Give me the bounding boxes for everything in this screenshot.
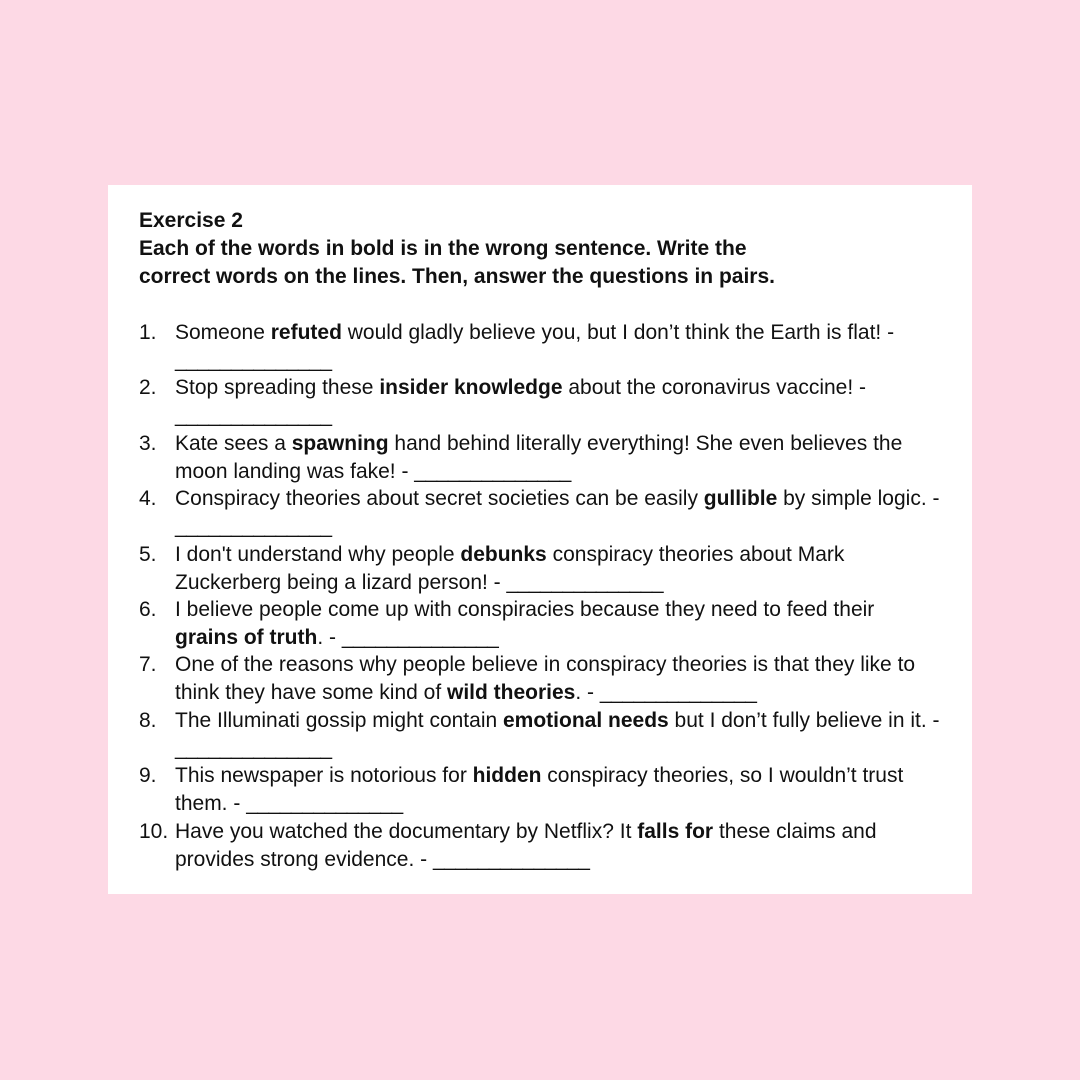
- item-text-before: This newspaper is notorious for: [175, 764, 473, 788]
- item-text-after: . -: [317, 626, 342, 650]
- instructions-line-2: correct words on the lines. Then, answer the questions in pairs.: [139, 265, 775, 288]
- item-number: 9.: [139, 764, 157, 788]
- answer-blank[interactable]: ______________: [175, 404, 332, 428]
- bold-word: insider knowledge: [379, 376, 563, 400]
- item-text-after: by simple logic. -: [777, 487, 940, 511]
- list-item: [139, 762, 942, 818]
- exercise-heading: [139, 207, 839, 291]
- item-text-before: Have you watched the documentary by Netflix? It: [175, 819, 638, 843]
- instructions-line-1: Each of the words in bold is in the wrong sentence. Write the: [139, 237, 747, 260]
- answer-blank[interactable]: ______________: [341, 626, 499, 650]
- bold-word: refuted: [270, 321, 342, 344]
- item-text-after: conspiracy theories about Mark Zuckerberg being a lizard person! -: [175, 542, 845, 594]
- list-item: [139, 319, 942, 375]
- answer-blank[interactable]: ______________: [175, 736, 332, 760]
- exercise-title: Exercise 2: [139, 209, 243, 232]
- list-item: [139, 485, 942, 541]
- item-text-before: The Illuminati gossip might contain: [175, 708, 503, 732]
- item-text-before: I don't understand why people: [175, 542, 461, 566]
- item-text-before: Someone: [175, 321, 271, 344]
- item-text-before: Kate sees a: [175, 431, 292, 455]
- item-number: 4.: [139, 487, 157, 511]
- list-item: [139, 430, 942, 486]
- item-text-before: One of the reasons why people believe in conspiracy theories is that they like to think they have some kind of: [175, 653, 916, 705]
- answer-blank[interactable]: ______________: [432, 847, 590, 871]
- answer-blank[interactable]: ______________: [246, 792, 403, 816]
- answer-blank[interactable]: ______________: [506, 570, 664, 594]
- list-item: [139, 651, 942, 707]
- item-number: 3.: [139, 431, 157, 455]
- exercise-card: [108, 185, 972, 894]
- bold-word: hidden: [472, 764, 542, 788]
- bold-word: spawning: [291, 431, 389, 455]
- answer-blank[interactable]: ______________: [175, 515, 332, 539]
- bold-word: falls for: [637, 819, 714, 843]
- bold-word: wild theories: [447, 681, 576, 705]
- item-number: 8.: [139, 708, 157, 732]
- item-number: 10.: [139, 819, 169, 843]
- exercise-list: [139, 319, 942, 874]
- answer-blank[interactable]: ______________: [599, 681, 757, 705]
- item-number: 1.: [139, 321, 157, 344]
- item-text-after: . -: [575, 681, 600, 705]
- item-number: 7.: [139, 653, 157, 677]
- bold-word: grains of truth: [175, 626, 318, 650]
- item-text-before: I believe people come up with conspiracies because they need to feed their: [175, 598, 875, 622]
- bold-word: debunks: [460, 542, 547, 566]
- list-item: [139, 596, 942, 652]
- item-text-after: about the coronavirus vaccine! -: [562, 376, 867, 400]
- bold-word: emotional needs: [503, 708, 669, 732]
- item-text-after: these claims and provides strong evidence. -: [175, 819, 877, 871]
- item-text-after: would gladly believe you, but I don’t think the Earth is flat! -: [341, 321, 895, 344]
- list-item: [139, 374, 942, 430]
- item-number: 2.: [139, 376, 157, 400]
- answer-blank[interactable]: ______________: [175, 349, 332, 372]
- item-number: 6.: [139, 598, 157, 622]
- item-text-before: Conspiracy theories about secret societies can be easily: [175, 487, 704, 511]
- item-text-after: but I don’t fully believe in it. -: [668, 708, 940, 732]
- answer-blank[interactable]: ______________: [414, 459, 571, 483]
- item-text-after: conspiracy theories, so I wouldn’t trust them. -: [175, 764, 904, 816]
- list-item: [139, 541, 942, 597]
- item-number: 5.: [139, 542, 157, 566]
- item-text-before: Stop spreading these: [175, 376, 380, 400]
- bold-word: gullible: [703, 487, 778, 511]
- list-item: [139, 818, 942, 874]
- list-item: [139, 707, 942, 763]
- item-text-after: hand behind literally everything! She even believes the moon landing was fake! -: [175, 431, 903, 483]
